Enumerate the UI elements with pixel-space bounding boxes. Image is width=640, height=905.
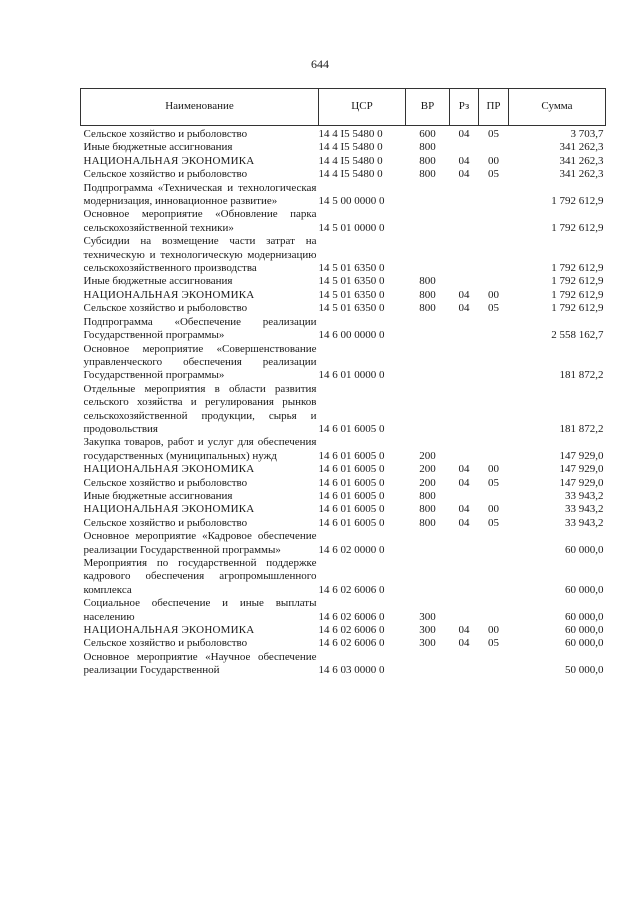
table-row <box>81 383 606 437</box>
cell-sum: 341 262,3 <box>559 141 604 154</box>
cell-rz: 04 <box>458 503 470 516</box>
cell-sum: 341 262,3 <box>559 168 604 181</box>
cell-rz: 04 <box>458 624 470 637</box>
cell-sum: 1 792 612,9 <box>551 288 604 301</box>
table-row <box>81 463 606 476</box>
cell-pr <box>479 182 509 209</box>
cell-vr <box>406 208 450 235</box>
cell-vr: 800 <box>419 141 436 154</box>
cell-csr: 14 5 01 6350 0 <box>318 288 385 301</box>
table-row <box>81 517 606 530</box>
cell-name: НАЦИОНАЛЬНАЯ ЭКОНОМИКА <box>83 288 255 301</box>
cell-pr <box>479 316 509 343</box>
cell-csr: 14 6 01 6005 0 <box>318 463 385 476</box>
cell-vr: 300 <box>419 637 436 650</box>
cell-rz: 04 <box>458 154 470 167</box>
cell-sum: 2 558 162,7 <box>551 329 604 342</box>
cell-rz: 04 <box>458 516 470 529</box>
cell-pr <box>479 436 509 463</box>
cell-sum: 33 943,2 <box>565 503 604 516</box>
cell-pr <box>479 383 509 437</box>
cell-rz: 04 <box>458 302 470 315</box>
cell-rz <box>450 182 479 209</box>
cell-rz <box>450 343 479 383</box>
cell-pr: 00 <box>488 288 499 301</box>
cell-vr: 800 <box>419 168 436 181</box>
table-row <box>81 235 606 275</box>
cell-name: Отдельные мероприятия в области развития сельского хозяйства и регулирования рынков сельскохозяйственной продукции, сырья и продовольствия <box>83 382 317 435</box>
cell-vr: 800 <box>419 154 436 167</box>
cell-sum: 1 792 612,9 <box>551 221 604 234</box>
cell-pr <box>479 597 509 624</box>
cell-csr: 14 6 01 0000 0 <box>318 369 385 382</box>
cell-csr: 14 6 02 0000 0 <box>318 543 385 556</box>
cell-pr <box>479 651 509 678</box>
table-row <box>81 503 606 516</box>
cell-sum: 1 792 612,9 <box>551 195 604 208</box>
cell-csr: 14 6 01 6005 0 <box>318 489 385 502</box>
cell-rz: 04 <box>458 128 470 140</box>
cell-name: Иные бюджетные ассигнования <box>83 275 233 288</box>
cell-name: Сельское хозяйство и рыболовство <box>83 168 248 181</box>
cell-name: Основное мероприятие «Совершенствование управленческого обеспечения реализации Государственной программы» <box>83 342 317 382</box>
cell-sum: 60 000,0 <box>565 543 604 556</box>
cell-sum: 50 000,0 <box>565 664 604 677</box>
header-sum: Сумма <box>509 89 606 126</box>
cell-pr: 00 <box>488 503 499 516</box>
table-row <box>81 168 606 181</box>
cell-name: Сельское хозяйство и рыболовство <box>83 637 248 650</box>
table-row <box>81 141 606 154</box>
table-row <box>81 289 606 302</box>
table-row <box>81 436 606 463</box>
cell-vr <box>406 316 450 343</box>
table-row <box>81 275 606 288</box>
cell-name: Сельское хозяйство и рыболовство <box>83 516 248 529</box>
cell-vr: 800 <box>419 489 436 502</box>
table-row <box>81 557 606 597</box>
table-row <box>81 597 606 624</box>
cell-vr <box>406 235 450 275</box>
cell-pr: 05 <box>488 168 499 181</box>
cell-sum: 147 929,0 <box>559 476 604 489</box>
table-body <box>81 126 606 678</box>
cell-csr: 14 6 02 6006 0 <box>318 610 385 623</box>
cell-csr: 14 6 02 6006 0 <box>318 624 385 637</box>
cell-name: НАЦИОНАЛЬНАЯ ЭКОНОМИКА <box>83 503 255 516</box>
cell-vr: 800 <box>419 288 436 301</box>
cell-sum: 147 929,0 <box>559 463 604 476</box>
cell-rz <box>450 651 479 678</box>
cell-pr <box>479 530 509 557</box>
cell-rz <box>450 141 479 154</box>
cell-pr: 05 <box>488 128 499 140</box>
header-csr: ЦСР <box>319 89 406 126</box>
cell-csr: 14 6 01 6005 0 <box>318 449 385 462</box>
cell-vr <box>406 383 450 437</box>
table-row <box>81 343 606 383</box>
cell-vr: 200 <box>419 463 436 476</box>
cell-rz <box>450 436 479 463</box>
cell-rz <box>450 530 479 557</box>
cell-sum: 341 262,3 <box>559 154 604 167</box>
cell-vr: 800 <box>419 275 436 288</box>
cell-pr <box>479 343 509 383</box>
cell-csr: 14 4 I5 5480 0 <box>318 141 383 154</box>
cell-csr: 14 6 03 0000 0 <box>318 664 385 677</box>
cell-sum: 147 929,0 <box>559 449 604 462</box>
cell-rz: 04 <box>458 288 470 301</box>
cell-csr: 14 5 01 6350 0 <box>318 262 385 275</box>
table-row <box>81 624 606 637</box>
cell-sum: 60 000,0 <box>565 637 604 650</box>
header-vr: ВР <box>406 89 450 126</box>
cell-csr: 14 4 I5 5480 0 <box>318 168 383 181</box>
cell-vr: 200 <box>419 476 436 489</box>
cell-vr: 600 <box>419 128 436 140</box>
cell-csr: 14 6 01 6005 0 <box>318 503 385 516</box>
cell-rz <box>450 490 479 503</box>
header-rz: Рз <box>450 89 479 126</box>
table-header <box>81 89 606 126</box>
cell-name: Субсидии на возмещение части затрат на техническую и технологическую модернизацию сельскохозяйственного производства <box>83 235 317 275</box>
table-row <box>81 651 606 678</box>
cell-pr: 05 <box>488 476 499 489</box>
cell-sum: 60 000,0 <box>565 610 604 623</box>
cell-csr: 14 4 I5 5480 0 <box>318 128 383 140</box>
cell-pr <box>479 490 509 503</box>
cell-rz <box>450 597 479 624</box>
table-row <box>81 637 606 650</box>
cell-csr: 14 5 01 6350 0 <box>318 275 385 288</box>
cell-vr: 800 <box>419 302 436 315</box>
header-pr: ПР <box>479 89 509 126</box>
table-row <box>81 155 606 168</box>
cell-name: Мероприятия по государственной поддержке кадрового обеспечения агропромышленного комплекса <box>83 557 317 596</box>
table-row <box>81 208 606 235</box>
cell-csr: 14 4 I5 5480 0 <box>318 154 383 167</box>
cell-vr <box>406 182 450 209</box>
cell-vr <box>406 651 450 678</box>
cell-sum: 1 792 612,9 <box>551 275 604 288</box>
cell-pr <box>479 235 509 275</box>
cell-vr: 300 <box>419 610 436 623</box>
cell-csr: 14 5 00 0000 0 <box>318 195 385 208</box>
cell-sum: 33 943,2 <box>565 489 604 502</box>
cell-sum: 1 792 612,9 <box>551 262 604 275</box>
cell-name: Основное мероприятие «Научное обеспечение реализации Государственной <box>83 650 317 677</box>
cell-pr: 05 <box>488 302 499 315</box>
cell-csr: 14 5 01 0000 0 <box>318 221 385 234</box>
cell-csr: 14 6 02 6006 0 <box>318 583 385 596</box>
header-name: Наименование <box>81 89 319 126</box>
cell-pr <box>479 275 509 288</box>
cell-rz: 04 <box>458 168 470 181</box>
cell-pr: 05 <box>488 637 499 650</box>
cell-vr <box>406 343 450 383</box>
cell-name: НАЦИОНАЛЬНАЯ ЭКОНОМИКА <box>83 624 255 637</box>
cell-csr: 14 6 02 6006 0 <box>318 637 385 650</box>
cell-name: НАЦИОНАЛЬНАЯ ЭКОНОМИКА <box>83 463 255 476</box>
cell-rz: 04 <box>458 476 470 489</box>
cell-rz <box>450 235 479 275</box>
cell-name: Иные бюджетные ассигнования <box>83 141 233 154</box>
page-number: 644 <box>311 57 329 71</box>
table-row <box>81 126 606 142</box>
cell-name: Сельское хозяйство и рыболовство <box>83 128 248 140</box>
cell-name: НАЦИОНАЛЬНАЯ ЭКОНОМИКА <box>83 154 255 167</box>
cell-name: Закупка товаров, работ и услуг для обеспечения государственных (муниципальных) нужд <box>83 436 317 462</box>
cell-csr: 14 6 01 6005 0 <box>318 516 385 529</box>
cell-vr: 300 <box>419 624 436 637</box>
cell-pr: 00 <box>488 154 499 167</box>
cell-csr: 14 6 00 0000 0 <box>318 329 385 342</box>
cell-name: Подпрограмма «Техническая и технологическая модернизация, инновационное развитие» <box>83 181 317 208</box>
cell-pr <box>479 557 509 597</box>
cell-sum: 33 943,2 <box>565 516 604 529</box>
budget-table <box>80 88 606 678</box>
table-row <box>81 490 606 503</box>
cell-rz <box>450 557 479 597</box>
cell-rz <box>450 275 479 288</box>
cell-vr <box>406 557 450 597</box>
cell-name: Подпрограмма «Обеспечение реализации Государственной программы» <box>83 315 317 342</box>
cell-sum: 3 703,7 <box>570 128 604 140</box>
cell-sum: 60 000,0 <box>565 624 604 637</box>
cell-name: Основное мероприятие «Обновление парка сельскохозяйственной техники» <box>83 208 317 234</box>
cell-vr: 800 <box>419 516 436 529</box>
cell-sum: 1 792 612,9 <box>551 302 604 315</box>
cell-rz: 04 <box>458 637 470 650</box>
cell-pr: 00 <box>488 624 499 637</box>
cell-rz <box>450 208 479 235</box>
table-row <box>81 316 606 343</box>
cell-rz: 04 <box>458 463 470 476</box>
cell-name: Основное мероприятие «Кадровое обеспечение реализации Государственной программы» <box>83 530 317 556</box>
cell-vr <box>406 530 450 557</box>
table-row <box>81 477 606 490</box>
cell-name: Сельское хозяйство и рыболовство <box>83 476 248 489</box>
table-row <box>81 182 606 209</box>
cell-sum: 181 872,2 <box>559 369 604 382</box>
cell-sum: 60 000,0 <box>565 583 604 596</box>
cell-rz <box>450 383 479 437</box>
cell-csr: 14 6 01 6005 0 <box>318 422 385 435</box>
cell-vr: 200 <box>419 449 436 462</box>
cell-csr: 14 6 01 6005 0 <box>318 476 385 489</box>
cell-name: Иные бюджетные ассигнования <box>83 489 233 502</box>
cell-pr <box>479 208 509 235</box>
cell-name: Сельское хозяйство и рыболовство <box>83 302 248 315</box>
cell-pr: 00 <box>488 463 499 476</box>
table-row <box>81 302 606 315</box>
cell-csr: 14 5 01 6350 0 <box>318 302 385 315</box>
cell-pr: 05 <box>488 516 499 529</box>
cell-name: Социальное обеспечение и иные выплаты населению <box>83 597 317 623</box>
table-row <box>81 530 606 557</box>
cell-sum: 181 872,2 <box>559 422 604 435</box>
cell-pr <box>479 141 509 154</box>
cell-vr: 800 <box>419 503 436 516</box>
cell-rz <box>450 316 479 343</box>
